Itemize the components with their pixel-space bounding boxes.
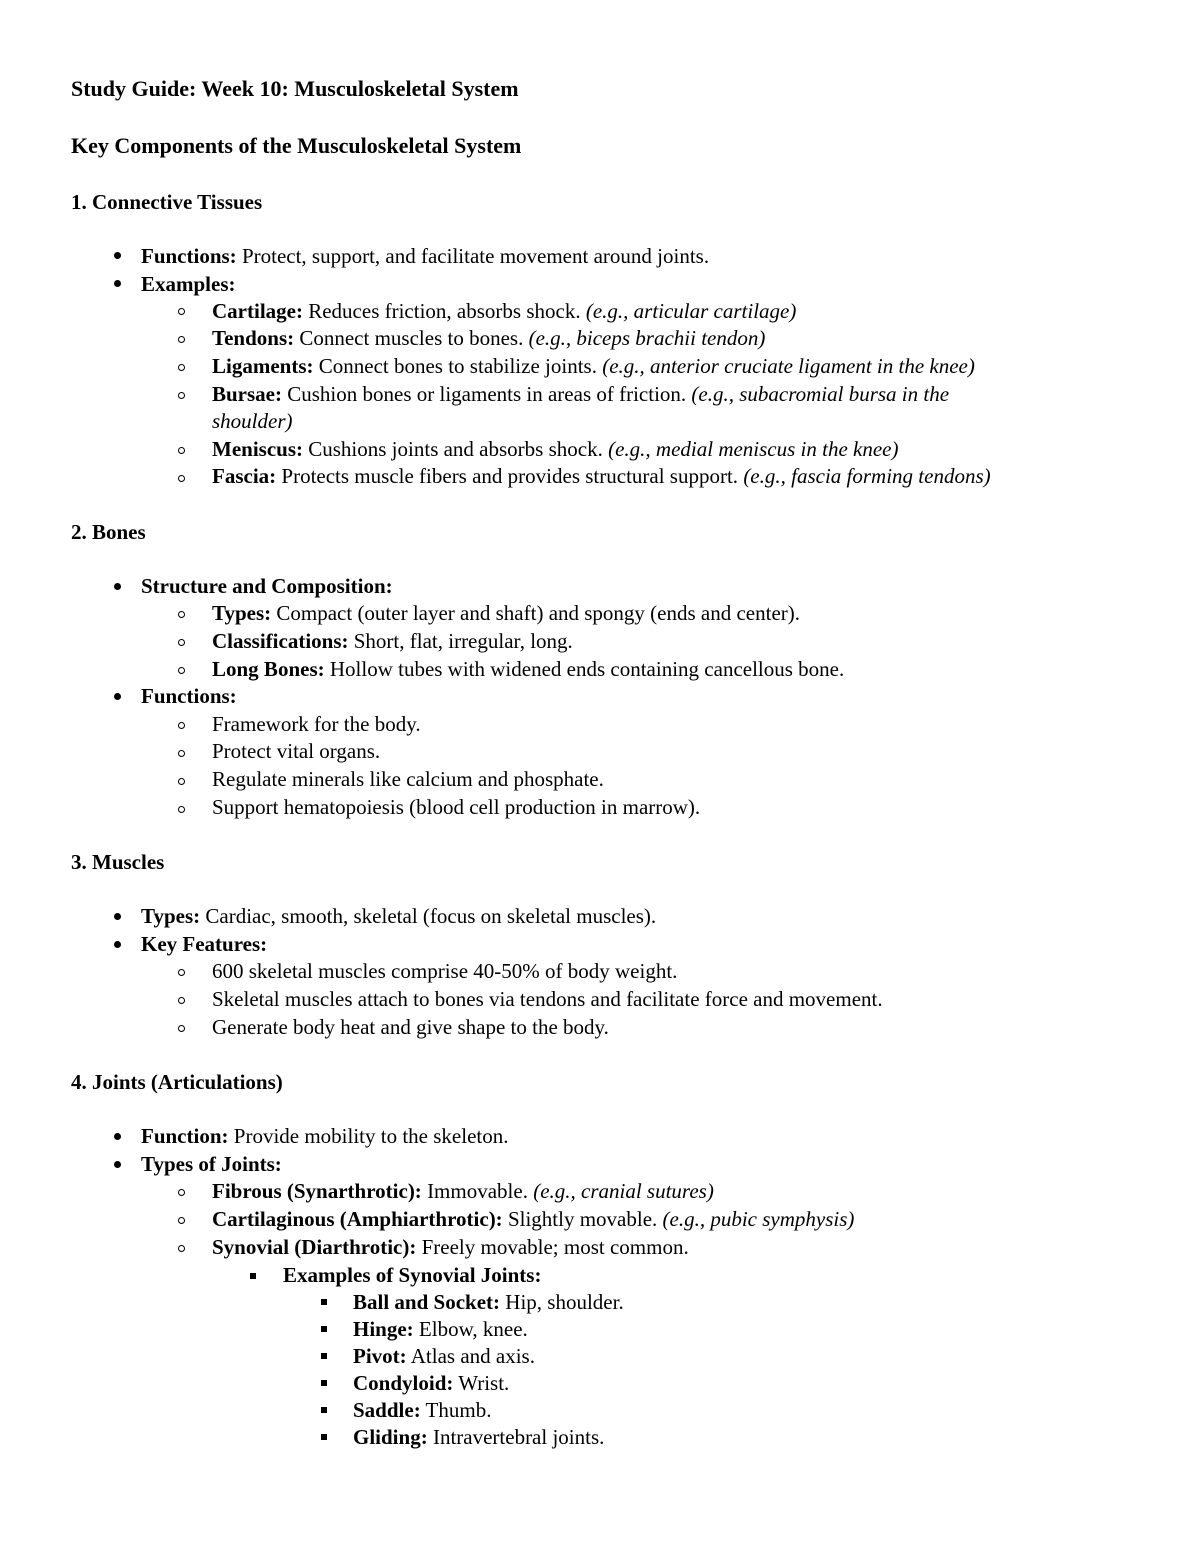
circle-bullet-icon [178, 722, 185, 729]
square-bullet-icon [321, 1326, 327, 1332]
list-item: Ball and Socket: Hip, shoulder. [353, 1290, 624, 1314]
list-item: Types: Compact (outer layer and shaft) and spongy (ends and center). [212, 601, 801, 625]
circle-bullet-icon [178, 639, 185, 646]
square-bullet-icon [321, 1380, 327, 1386]
list-item: Framework for the body. [212, 712, 421, 736]
list-item: Long Bones: Hollow tubes with widened ends containing cancellous bone. [212, 657, 845, 681]
circle-bullet-icon [178, 308, 185, 315]
circle-bullet-icon [178, 750, 185, 757]
circle-bullet-icon [178, 667, 185, 674]
list-item: Types: Cardiac, smooth, skeletal (focus on skeletal muscles). [141, 904, 657, 928]
list-item: Saddle: Thumb. [353, 1398, 492, 1422]
circle-bullet-icon [178, 1245, 185, 1252]
list-item: Functions: [141, 684, 237, 708]
list-item: Examples of Synovial Joints: [283, 1263, 542, 1287]
circle-bullet-icon [178, 778, 185, 785]
square-bullet-icon [321, 1434, 327, 1440]
list-item: Hinge: Elbow, knee. [353, 1317, 528, 1341]
circle-bullet-icon [178, 447, 185, 454]
list-item: Functions: Protect, support, and facilitate movement around joints. [141, 244, 710, 268]
list-item: Fibrous (Synarthrotic): Immovable. (e.g., cranial sutures) [212, 1179, 714, 1203]
circle-bullet-icon [178, 1025, 185, 1032]
bullet-icon [114, 583, 121, 590]
list-item: Examples: [141, 272, 236, 296]
list-item: Condyloid: Wrist. [353, 1371, 510, 1395]
list-item: Function: Provide mobility to the skeleton. [141, 1124, 509, 1148]
list-item: Ligaments: Connect bones to stabilize joints. (e.g., anterior cruciate ligament in the knee) [212, 354, 975, 378]
list-item: Classifications: Short, flat, irregular, long. [212, 629, 573, 653]
circle-bullet-icon [178, 969, 185, 976]
circle-bullet-icon [178, 1217, 185, 1224]
list-item-continuation: shoulder) [212, 409, 293, 433]
bullet-icon [114, 252, 121, 259]
bullet-icon [114, 1133, 121, 1140]
list-item: Key Features: [141, 932, 268, 956]
bullet-icon [114, 913, 121, 920]
page-title: Study Guide: Week 10: Musculoskeletal System [71, 76, 519, 101]
section-heading-bones: 2. Bones [71, 520, 146, 544]
bullet-icon [114, 1161, 121, 1168]
page-subtitle: Key Components of the Musculoskeletal System [71, 133, 522, 158]
section-heading-muscles: 3. Muscles [71, 850, 165, 874]
bullet-icon [114, 941, 121, 948]
list-item: Meniscus: Cushions joints and absorbs shock. (e.g., medial meniscus in the knee) [212, 437, 899, 461]
list-item: Bursae: Cushion bones or ligaments in areas of friction. (e.g., subacromial bursa in the [212, 382, 950, 406]
list-item: Pivot: Atlas and axis. [353, 1344, 535, 1368]
circle-bullet-icon [178, 997, 185, 1004]
list-item: Protect vital organs. [212, 739, 381, 763]
list-item: Support hematopoiesis (blood cell production in marrow). [212, 795, 701, 819]
circle-bullet-icon [178, 364, 185, 371]
circle-bullet-icon [178, 475, 185, 482]
square-bullet-icon [321, 1353, 327, 1359]
circle-bullet-icon [178, 806, 185, 813]
list-item: Regulate minerals like calcium and phosphate. [212, 767, 604, 791]
square-bullet-icon [250, 1273, 256, 1279]
circle-bullet-icon [178, 336, 185, 343]
list-item: Gliding: Intravertebral joints. [353, 1425, 605, 1449]
list-item: 600 skeletal muscles comprise 40-50% of body weight. [212, 959, 678, 983]
list-item: Synovial (Diarthrotic): Freely movable; most common. [212, 1235, 689, 1259]
section-heading-connective-tissues: 1. Connective Tissues [71, 190, 263, 214]
circle-bullet-icon [178, 611, 185, 618]
list-item: Fascia: Protects muscle fibers and provides structural support. (e.g., fascia forming tendons) [212, 464, 991, 488]
square-bullet-icon [321, 1299, 327, 1305]
circle-bullet-icon [178, 392, 185, 399]
bullet-icon [114, 693, 121, 700]
list-item: Cartilage: Reduces friction, absorbs shock. (e.g., articular cartilage) [212, 299, 797, 323]
list-item: Types of Joints: [141, 1152, 282, 1176]
square-bullet-icon [321, 1407, 327, 1413]
section-heading-joints: 4. Joints (Articulations) [71, 1070, 283, 1094]
list-item: Structure and Composition: [141, 574, 393, 598]
bullet-icon [114, 280, 121, 287]
list-item: Generate body heat and give shape to the body. [212, 1015, 609, 1039]
list-item: Cartilaginous (Amphiarthrotic): Slightly movable. (e.g., pubic symphysis) [212, 1207, 855, 1231]
list-item: Tendons: Connect muscles to bones. (e.g., biceps brachii tendon) [212, 326, 766, 350]
circle-bullet-icon [178, 1189, 185, 1196]
list-item: Skeletal muscles attach to bones via tendons and facilitate force and movement. [212, 987, 883, 1011]
